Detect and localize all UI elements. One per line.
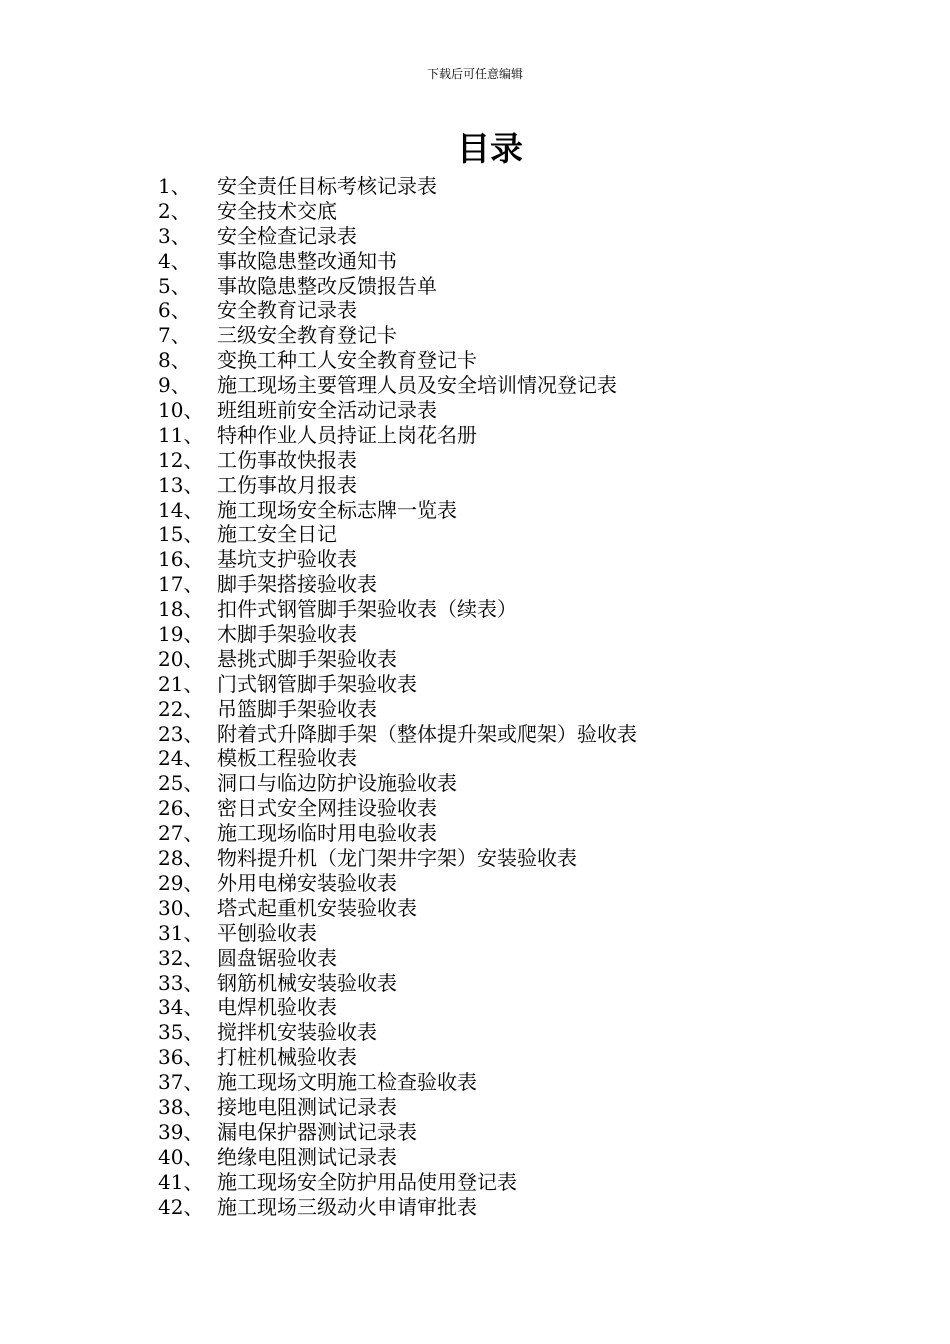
toc-item-title: 工伤事故月报表 bbox=[217, 472, 357, 497]
toc-item bbox=[158, 249, 637, 274]
toc-item-number: 12、 bbox=[158, 447, 204, 472]
toc-item bbox=[158, 597, 637, 622]
toc-item-title: 施工安全日记 bbox=[217, 522, 337, 547]
toc-item bbox=[158, 871, 637, 896]
toc-item bbox=[158, 896, 637, 921]
toc-item-title: 特种作业人员持证上岗花名册 bbox=[217, 422, 477, 447]
toc-item-title: 木脚手架验收表 bbox=[217, 622, 357, 647]
toc-item-title: 外用电梯安装验收表 bbox=[217, 870, 397, 895]
toc-item-number: 8、 bbox=[158, 348, 191, 373]
toc-item-title: 施工现场安全防护用品使用登记表 bbox=[217, 1169, 517, 1194]
toc-item-title: 钢筋机械安装验收表 bbox=[217, 970, 397, 995]
toc-item-title: 搅拌机安装验收表 bbox=[217, 1020, 377, 1045]
toc-item-number: 14、 bbox=[158, 497, 204, 522]
toc-item-number: 40、 bbox=[158, 1144, 204, 1169]
toc-item bbox=[158, 522, 637, 547]
toc-item bbox=[158, 697, 637, 722]
toc-item-title: 物料提升机（龙门架井字架）安装验收表 bbox=[217, 846, 577, 871]
toc-item bbox=[158, 946, 637, 971]
toc-item bbox=[158, 1145, 637, 1170]
toc-item-title: 平刨验收表 bbox=[217, 920, 317, 945]
toc-item-number: 41、 bbox=[158, 1169, 204, 1194]
toc-item-title: 施工现场主要管理人员及安全培训情况登记表 bbox=[217, 373, 617, 398]
toc-item-number: 25、 bbox=[158, 771, 204, 796]
toc-item-title: 绝缘电阻测试记录表 bbox=[217, 1144, 397, 1169]
toc-item-title: 悬挑式脚手架验收表 bbox=[217, 646, 397, 671]
toc-item-title: 圆盘锯验收表 bbox=[217, 945, 337, 970]
toc-item bbox=[158, 423, 637, 448]
toc-item-title: 三级安全教育登记卡 bbox=[217, 323, 397, 348]
toc-item bbox=[158, 373, 637, 398]
toc-item-number: 16、 bbox=[158, 547, 204, 572]
toc-item-title: 施工现场临时用电验收表 bbox=[217, 821, 437, 846]
toc-item-number: 10、 bbox=[158, 398, 204, 423]
toc-item-number: 37、 bbox=[158, 1070, 204, 1095]
toc-item-title: 安全责任目标考核记录表 bbox=[217, 174, 437, 198]
toc-item bbox=[158, 921, 637, 946]
header-note: 下载后可任意编辑 bbox=[426, 67, 523, 81]
toc-item-title: 洞口与临边防护设施验收表 bbox=[217, 771, 457, 796]
toc-item-title: 安全教育记录表 bbox=[217, 298, 357, 323]
toc-item-number: 35、 bbox=[158, 1020, 204, 1045]
toc-item-number: 5、 bbox=[158, 273, 191, 298]
toc-item bbox=[158, 1170, 637, 1195]
toc-item-title: 脚手架搭接验收表 bbox=[217, 572, 377, 597]
toc-item-number: 1、 bbox=[158, 174, 191, 198]
toc-item-number: 2、 bbox=[158, 198, 191, 223]
toc-item-title: 打桩机械验收表 bbox=[217, 1045, 357, 1070]
toc-item bbox=[158, 647, 637, 672]
toc-item bbox=[158, 846, 637, 871]
toc-item-title: 密日式安全网挂设验收表 bbox=[217, 796, 437, 821]
toc-item-title: 班组班前安全活动记录表 bbox=[217, 398, 437, 423]
toc-item-number: 36、 bbox=[158, 1045, 204, 1070]
toc-item-number: 9、 bbox=[158, 373, 191, 398]
toc-item-title: 塔式起重机安装验收表 bbox=[217, 895, 417, 920]
toc-item bbox=[158, 1095, 637, 1120]
toc-item bbox=[158, 572, 637, 597]
toc-item bbox=[158, 672, 637, 697]
page-title: 目录 bbox=[457, 129, 523, 168]
toc-item-title: 模板工程验收表 bbox=[217, 746, 357, 771]
toc-item-title: 事故隐患整改反馈报告单 bbox=[217, 273, 437, 298]
toc-item-title: 电焊机验收表 bbox=[217, 995, 337, 1020]
toc-item-number: 15、 bbox=[158, 522, 204, 547]
toc-item bbox=[158, 448, 637, 473]
toc-item-number: 24、 bbox=[158, 746, 204, 771]
toc-item-title: 扣件式钢管脚手架验收表（续表） bbox=[217, 597, 517, 622]
toc-item-number: 17、 bbox=[158, 572, 204, 597]
toc-item-number: 42、 bbox=[158, 1194, 204, 1219]
toc-item-number: 38、 bbox=[158, 1094, 204, 1119]
toc-item-title: 基坑支护验收表 bbox=[217, 547, 357, 572]
toc-item-number: 31、 bbox=[158, 920, 204, 945]
toc-item-number: 27、 bbox=[158, 821, 204, 846]
toc-item bbox=[158, 298, 637, 323]
toc-item bbox=[158, 323, 637, 348]
toc-item-title: 附着式升降脚手架（整体提升架或爬架）验收表 bbox=[217, 721, 637, 746]
toc-item bbox=[158, 971, 637, 996]
toc-item bbox=[158, 1070, 637, 1095]
toc-item-number: 19、 bbox=[158, 622, 204, 647]
toc-item bbox=[158, 1045, 637, 1070]
toc-item-title: 安全技术交底 bbox=[217, 198, 337, 223]
toc-item-number: 3、 bbox=[158, 223, 191, 248]
toc-item-title: 施工现场文明施工检查验收表 bbox=[217, 1070, 477, 1095]
toc-item-number: 26、 bbox=[158, 796, 204, 821]
toc-item-number: 23、 bbox=[158, 721, 204, 746]
toc-item-number: 34、 bbox=[158, 995, 204, 1020]
toc-item-number: 33、 bbox=[158, 970, 204, 995]
toc-item-number: 11、 bbox=[158, 422, 204, 447]
toc-item-number: 7、 bbox=[158, 323, 191, 348]
toc-item-number: 28、 bbox=[158, 846, 204, 871]
toc-item bbox=[158, 498, 637, 523]
toc-item-number: 39、 bbox=[158, 1119, 204, 1144]
toc-item bbox=[158, 473, 637, 498]
toc-item bbox=[158, 199, 637, 224]
toc-item-title: 事故隐患整改通知书 bbox=[217, 248, 397, 273]
toc-item-title: 接地电阻测试记录表 bbox=[217, 1094, 397, 1119]
toc-item-title: 变换工种工人安全教育登记卡 bbox=[217, 348, 477, 373]
toc-item-number: 18、 bbox=[158, 597, 204, 622]
toc-item-title: 施工现场安全标志牌一览表 bbox=[217, 497, 457, 522]
toc-item-number: 22、 bbox=[158, 696, 204, 721]
toc-item-number: 4、 bbox=[158, 248, 191, 273]
toc-item bbox=[158, 547, 637, 572]
toc-item-number: 20、 bbox=[158, 646, 204, 671]
toc-item-title: 安全检查记录表 bbox=[217, 223, 357, 248]
toc-item bbox=[158, 348, 637, 373]
toc-item-number: 29、 bbox=[158, 870, 204, 895]
toc-item bbox=[158, 1020, 637, 1045]
toc-item-title: 吊篮脚手架验收表 bbox=[217, 696, 377, 721]
toc-item bbox=[158, 796, 637, 821]
toc-item bbox=[158, 1195, 637, 1220]
toc-item bbox=[158, 174, 637, 199]
toc-item-number: 30、 bbox=[158, 895, 204, 920]
toc-item bbox=[158, 995, 637, 1020]
toc-item-number: 32、 bbox=[158, 945, 204, 970]
toc-item bbox=[158, 274, 637, 299]
toc-item-number: 21、 bbox=[158, 671, 204, 696]
table-of-contents bbox=[158, 174, 637, 1219]
toc-item-title: 工伤事故快报表 bbox=[217, 447, 357, 472]
toc-item bbox=[158, 771, 637, 796]
toc-item-title: 门式钢管脚手架验收表 bbox=[217, 671, 417, 696]
toc-item bbox=[158, 398, 637, 423]
toc-item-title: 施工现场三级动火申请审批表 bbox=[217, 1194, 477, 1219]
toc-item bbox=[158, 746, 637, 771]
toc-item bbox=[158, 622, 637, 647]
toc-item bbox=[158, 1120, 637, 1145]
toc-item-title: 漏电保护器测试记录表 bbox=[217, 1119, 417, 1144]
toc-item bbox=[158, 224, 637, 249]
toc-item-number: 13、 bbox=[158, 472, 204, 497]
toc-item bbox=[158, 722, 637, 747]
toc-item-number: 6、 bbox=[158, 298, 191, 323]
toc-item bbox=[158, 821, 637, 846]
